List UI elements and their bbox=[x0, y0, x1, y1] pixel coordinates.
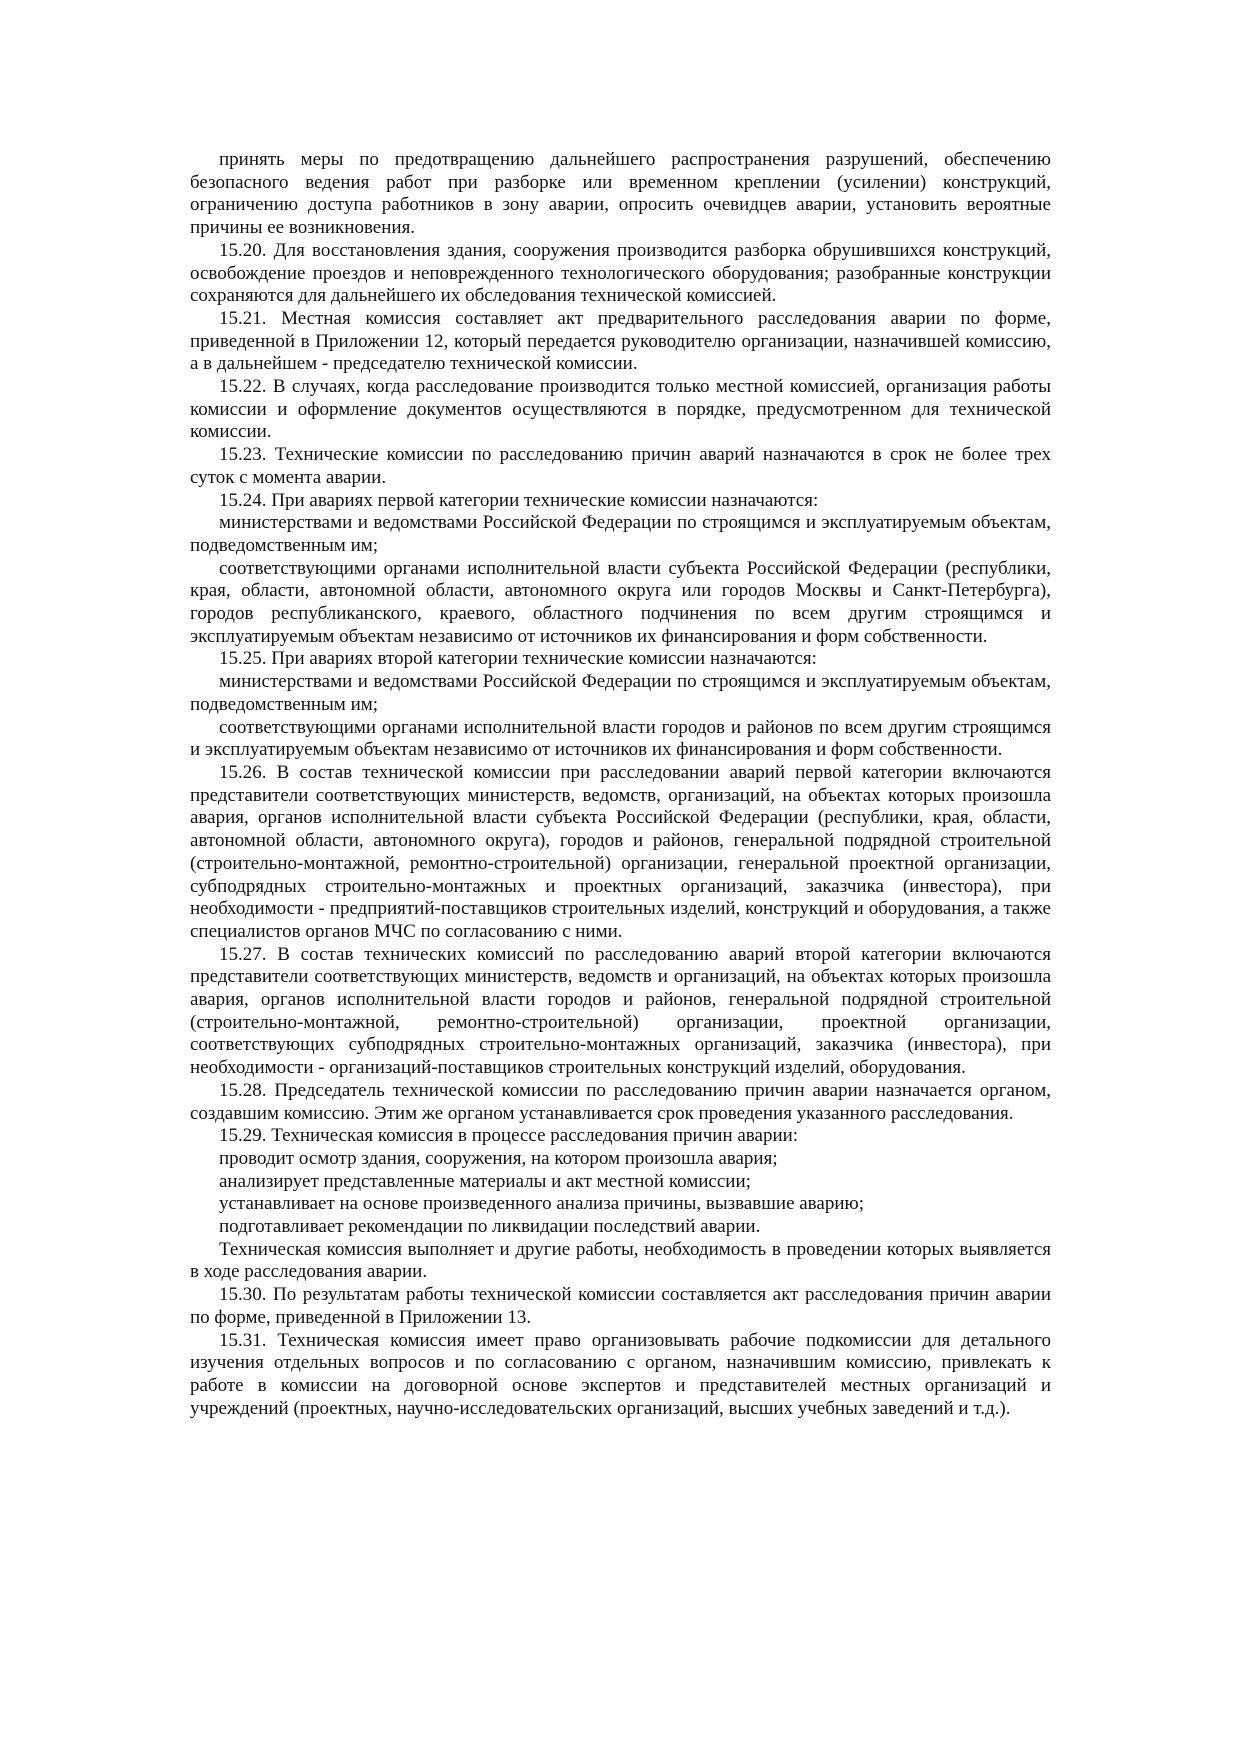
paragraph-15-25-item-ministries: министерствами и ведомствами Российской Федерации по строящимся и эксплуатируемым объектам, подведомственным им; bbox=[190, 671, 1051, 715]
paragraph-15-29-item-analysis: анализирует представленные материалы и акт местной комиссии; bbox=[219, 1170, 751, 1192]
paragraph-15-29-item-causes: устанавливает на основе произведенного анализа причины, вызвавшие аварию; bbox=[219, 1193, 864, 1215]
paragraph-measures: принять меры по предотвращению дальнейшего распространения разрушений, обеспечению безопасного ведения работ при разборке или временном креплении (усилении) конструкций, ограничению доступа работников в зону аварии, опросить очевидцев аварии, установить вероятные причины ее возникновения. bbox=[190, 149, 1051, 239]
paragraph-15-27: 15.27. В состав технических комиссий по расследованию аварий второй категории включаются представители соответствующих министерств, ведомств и организаций, на объектах которых произошла авария, органов исполнительной власти городов и районов, генеральной подрядной строительной (строительно-монтажной, ремонтно-строительной) организации, проектной организации, соответствующих субподрядных строительно-монтажных организаций, заказчика (инвестора), при необходимости - организаций-поставщиков строительных конструкций изделий, оборудования. bbox=[190, 943, 1051, 1079]
paragraph-15-25: 15.25. При авариях второй категории технические комиссии назначаются: bbox=[219, 648, 817, 670]
paragraph-15-29-item-recommendations: подготавливает рекомендации по ликвидации последствий аварии. bbox=[219, 1216, 761, 1238]
paragraph-15-24: 15.24. При авариях первой категории технические комиссии назначаются: bbox=[219, 489, 819, 511]
paragraph-15-24-item-ministries: министерствами и ведомствами Российской Федерации по строящимся и эксплуатируемым объектам, подведомственным им; bbox=[190, 512, 1051, 556]
paragraph-15-30: 15.30. По результатам работы технической комиссии составляется акт расследования причин аварии по форме, приведенной в Приложении 13. bbox=[190, 1284, 1051, 1328]
paragraph-15-23: 15.23. Технические комиссии по расследованию причин аварий назначаются в срок не более трех суток с момента аварии. bbox=[190, 444, 1051, 488]
paragraph-15-28: 15.28. Председатель технической комиссии по расследованию причин аварии назначается органом, создавшим комиссию. Этим же органом устанавливается срок проведения указанного расследования. bbox=[190, 1079, 1051, 1124]
paragraph-15-24-item-authorities: соответствующими органами исполнительной власти субъекта Российской Федерации (республики, края, области, автономной области, автономного округа или городов Москвы и Санкт-Петербурга), городов республиканского, краевого, областного подчинения по всем другим строящимся и эксплуатируемым объектам независимо от источников их финансирования и форм собственности. bbox=[190, 557, 1051, 647]
paragraph-15-21: 15.21. Местная комиссия составляет акт предварительного расследования аварии по форме, приведенной в Приложении 12, который передается руководителю организации, назначившей комиссию, а в дальнейшем - председателю технической комиссии. bbox=[190, 307, 1051, 375]
document-page bbox=[190, 149, 1051, 1420]
paragraph-15-25-item-authorities: соответствующими органами исполнительной власти городов и районов по всем другим строящимся и эксплуатируемым объектам независимо от источников их финансирования и форм собственности. bbox=[190, 716, 1051, 761]
paragraph-15-26: 15.26. В состав технической комиссии при расследовании аварий первой категории включаются представители соответствующих министерств, ведомств, организаций, на объектах которых произошла авария, органов исполнительной власти субъекта Российской Федерации (республики, края, области, автономной области, автономного округа), городов и районов, генеральной подрядной строительной (строительно-монтажной, ремонтно-строительной) организации, генеральной проектной организации, субподрядных строительно-монтажных и проектных организаций, заказчика (инвестора), при необходимости - предприятий-поставщиков строительных изделий, конструкций и оборудования, а также специалистов органов МЧС по согласованию с ними. bbox=[190, 761, 1051, 942]
paragraph-15-29-item-inspection: проводит осмотр здания, сооружения, на котором произошла авария; bbox=[219, 1147, 778, 1169]
paragraph-15-20: 15.20. Для восстановления здания, сооружения производится разборка обрушившихся конструкций, освобождение проездов и неповрежденного технологического оборудования; разобранные конструкции сохраняются для дальнейшего их обследования технической комиссией. bbox=[190, 239, 1051, 307]
paragraph-other-works: Техническая комиссия выполняет и другие работы, необходимость в проведении которых выявляется в ходе расследования аварии. bbox=[190, 1238, 1051, 1283]
paragraph-15-31: 15.31. Техническая комиссия имеет право организовывать рабочие подкомиссии для детального изучения отдельных вопросов и по согласованию с органом, назначившим комиссию, привлекать к работе в комиссии на договорной основе экспертов и представителей местных организаций и учреждений (проектных, научно-исследовательских организаций, высших учебных заведений и т.д.). bbox=[190, 1329, 1051, 1419]
paragraph-15-29: 15.29. Техническая комиссия в процессе расследования причин аварии: bbox=[219, 1125, 799, 1147]
paragraph-15-22: 15.22. В случаях, когда расследование производится только местной комиссией, организация работы комиссии и оформление документов осуществляются в порядке, предусмотренном для технической комиссии. bbox=[190, 376, 1051, 443]
